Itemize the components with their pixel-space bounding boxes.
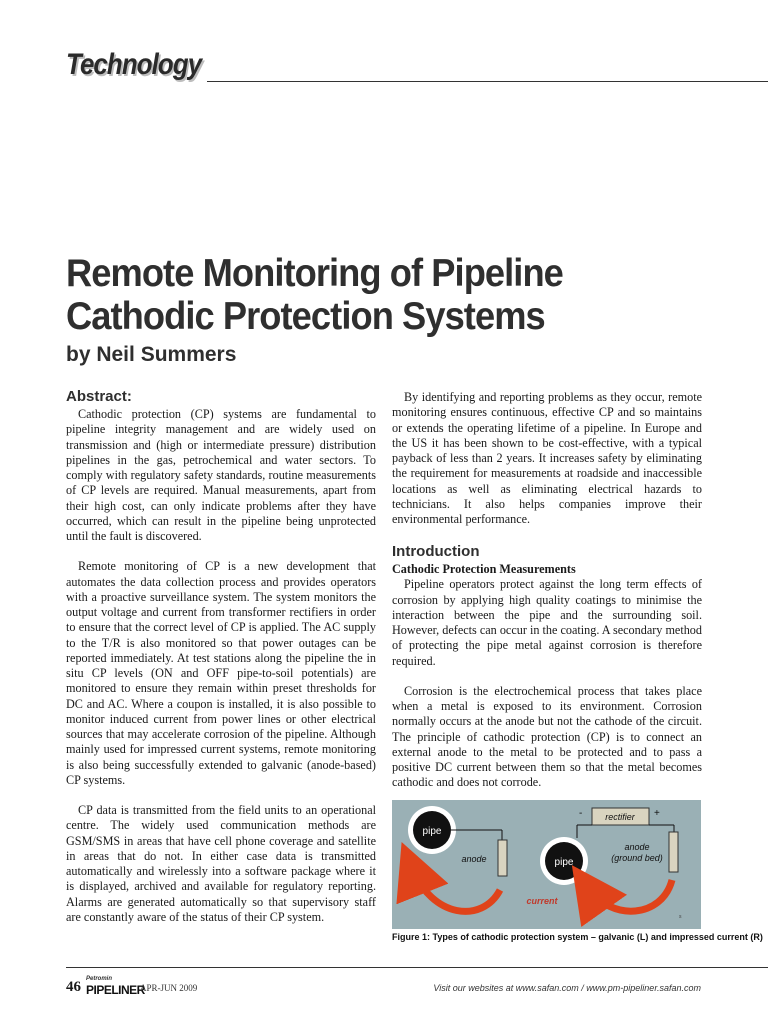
issue-date: APR-JUN 2009 bbox=[140, 983, 198, 993]
abstract-heading: Abstract: bbox=[66, 388, 132, 405]
plus-sign: + bbox=[654, 808, 660, 819]
minus-sign: - bbox=[579, 808, 583, 819]
anode-right-shape bbox=[669, 832, 678, 872]
section-tag: Technology bbox=[66, 48, 202, 81]
header-rule bbox=[207, 81, 768, 82]
abstract-paragraph: Cathodic protection (CP) systems are fundamental to pipeline integrity management and are widely used on transmission and (high or intermediate pressure) distribution pipelines in the gas, petrochemical and water sectors. To comply with regulatory safety standards, routine measurements of CP levels are required. Manual measurements, apart from their high cost, can only indicate problems after they have occurred, which can result in the pipeline being unprotected until the fault is discovered. bbox=[66, 407, 376, 543]
pipe-left-label: pipe bbox=[422, 826, 442, 837]
cp-diagram bbox=[392, 800, 701, 929]
current-arrow-left bbox=[412, 868, 500, 911]
pipe-right-label: pipe bbox=[554, 857, 574, 868]
footer-websites: Visit our websites at www.safan.com / www.pm-pipeliner.safan.com bbox=[433, 983, 701, 993]
article-author: by Neil Summers bbox=[66, 343, 237, 366]
footer-rule bbox=[66, 967, 768, 968]
anode-left-shape bbox=[498, 840, 507, 876]
anode-right-label: anode bbox=[624, 842, 650, 852]
pipeliner-logo bbox=[86, 976, 145, 998]
anode-left-label: anode bbox=[461, 854, 487, 864]
body-paragraph: CP data is transmitted from the field units to an operational centre. The widely used communication methods are GSM/SMS in areas that have cell phone coverage and satellite in areas that do not. In either case data is transmitted automatically and wirelessly into a software package where it is displayed, archived and available for regulatory reporting. Alarms are generated automatically so that supervisory staff are constantly aware of the status of their CP system. bbox=[66, 803, 376, 924]
figure-caption: Figure 1: Types of cathodic protection system – galvanic (L) and impressed current (R) bbox=[392, 932, 763, 942]
article-title: Remote Monitoring of Pipeline Cathodic Protection Systems bbox=[66, 252, 563, 338]
current-arrow-right bbox=[588, 880, 672, 911]
body-paragraph: By identifying and reporting problems as they occur, remote monitoring ensures continuous, effective CP and so maintains or extends the operating lifetime of a pipeline. In Europe and the US it has been shown to be cost-effective, with a typical payback of less than 2 years. It increases safety by eliminating the requirement for measurements at roadside and inaccessible locations as well as eliminating electrical hazards to technicians. It also helps companies improve their environmental performance. bbox=[392, 390, 702, 526]
cp-diagram-figure bbox=[392, 800, 701, 929]
introduction-heading: Introduction bbox=[392, 543, 480, 561]
body-paragraph: Pipeline operators protect against the long term effects of corrosion by applying high quality coatings to minimise the interaction between the pipe and the surrounding soil. However, defects can occur in the coating. A secondary method of protecting the pipe metal against corrosion is therefore required. bbox=[392, 577, 702, 668]
body-paragraph: Remote monitoring of CP is a new development that automates the data collection process and provides operators with a proactive surveillance system. The system monitors the output voltage and current from transformer rectifiers in order to ensure that the correct level of CP is applied. The AC supply to the T/R is also monitored so that power outages can be reported immediately. At test stations along the pipeline the in situ CP levels (ON and OFF pipe-to-soil potentials) are monitored to ensure they remain within preset thresholds for DC and AC. Where a coupon is installed, it is also possible to monitor induced current from power lines or other electrical sources that may accelerate corrosion of the pipeline. Although mainly used for impressed current systems, remote monitoring is also being successfully extended to galvanic (anode-based) CP systems. bbox=[66, 559, 376, 787]
body-paragraph: Corrosion is the electrochemical process that takes place when a metal is exposed to its environment. Corrosion normally occurs at the anode but not the cathode of the circuit. The principle of cathodic protection (CP) is to connect an external anode to the metal to be protected and to pass a positive DC current between them so that the metal becomes cathodic and does not corrode. bbox=[392, 683, 702, 790]
logo-small-text: Petromin bbox=[86, 976, 113, 982]
subheading: Cathodic Protection Measurements bbox=[392, 562, 576, 577]
right-column bbox=[392, 390, 702, 791]
logo-main-text: PIPELINER bbox=[86, 983, 145, 997]
figure-corner-mark: s bbox=[679, 914, 682, 920]
left-column bbox=[66, 388, 376, 925]
page-number: 46 bbox=[66, 979, 81, 995]
current-label: current bbox=[526, 896, 558, 906]
ground-bed-label: (ground bed) bbox=[611, 853, 663, 863]
rectifier-label: rectifier bbox=[605, 812, 635, 822]
